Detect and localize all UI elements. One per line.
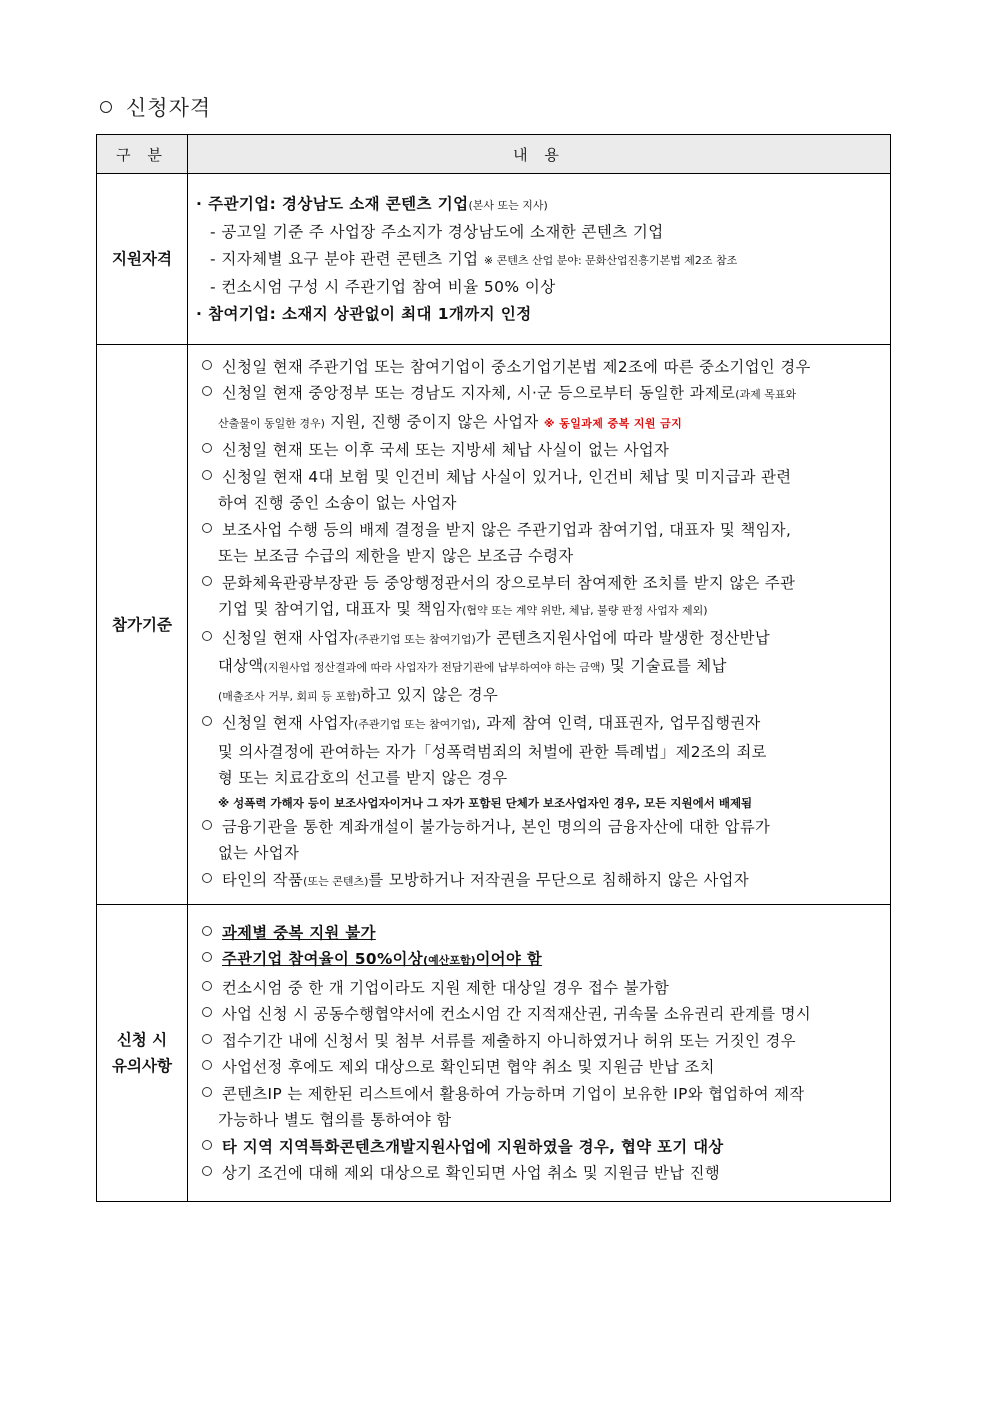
- list-item: [196, 625, 882, 654]
- item-text: 금융기관을 통한 계좌개설이 불가능하거나, 본인 명의의 금융자산에 대한 압류가: [222, 817, 771, 836]
- item-text: 대상액: [218, 657, 264, 676]
- circle-bullet-icon: [202, 443, 212, 453]
- list-item: [196, 246, 882, 275]
- list-item: [196, 867, 882, 896]
- table-header-row: [97, 135, 891, 174]
- circle-bullet-icon: [202, 873, 212, 883]
- list-item: [196, 946, 882, 975]
- circle-bullet-icon: [202, 1034, 212, 1044]
- circle-bullet-icon: [202, 926, 212, 936]
- item-text: [222, 950, 542, 968]
- list-item: [196, 1134, 882, 1161]
- circle-bullet-icon: [202, 952, 212, 962]
- item-text: 타인의 작품: [222, 870, 304, 889]
- item-text: 신청일 현재 중앙정부 또는 경남도 지자체, 시·군 등으로부터 동일한 과제로: [222, 384, 736, 403]
- item-text: , 과제 참여 인력, 대표권자, 업무집행권자: [475, 714, 761, 733]
- row-label-line: 유의사항: [112, 1057, 172, 1075]
- list-item: [196, 1081, 882, 1108]
- list-item: [196, 437, 882, 464]
- row-label-criteria: 참가기준: [97, 345, 188, 905]
- item-note: (본사 또는 지사): [468, 198, 548, 212]
- row-label-eligibility: 지원자격: [97, 174, 188, 345]
- item-text: 신청일 현재 또는 이후 국세 또는 지방세 체납 사실이 없는 사업자: [222, 441, 670, 460]
- list-item: [196, 380, 882, 409]
- list-item: [196, 1001, 882, 1028]
- list-item: [196, 354, 882, 381]
- item-note: (주관기업 또는 참여기업): [353, 718, 476, 732]
- circle-bullet-icon: [202, 631, 212, 641]
- item-text: 사업 신청 시 공동수행협약서에 컨소시엄 간 지적재산권, 귀속물 소유권리 관계를 명시: [222, 1005, 812, 1023]
- header-category: 구 분: [97, 135, 188, 174]
- criteria-content: [188, 345, 891, 905]
- list-item: 및 의사결정에 관여하는 자가「성폭력범죄의 처벌에 관한 특례법」제2조의 죄로: [218, 742, 767, 761]
- item-text: 타 지역 지역특화콘텐츠개발지원사업에 지원하였을 경우, 협약 포기 대상: [222, 1137, 724, 1156]
- list-item: [196, 1054, 882, 1081]
- item-text: 지원, 진행 중이지 않은 사업자: [324, 412, 539, 431]
- item-note: (지원사업 정산결과에 따라 사업자가 전담기관에 납부하여야 하는 금액): [263, 661, 605, 675]
- item-text: 신청일 현재 주관기업 또는 참여기업이 중소기업기본법 제2조에 따른 중소기업인 경우: [222, 357, 811, 376]
- row-label-line: 신청 시: [116, 1031, 168, 1049]
- table-row: [97, 174, 891, 345]
- item-text: 접수기간 내에 신청서 및 첨부 서류를 제출하지 아니하였거나 허위 또는 거짓인 경우: [222, 1031, 796, 1050]
- circle-bullet-icon: [202, 981, 212, 991]
- item-text: 과제별 중복 지원 불가: [222, 923, 376, 942]
- item-text: 신청일 현재 사업자: [222, 714, 354, 733]
- list-item: 또는 보조금 수급의 제한을 받지 않은 보조금 수령자: [218, 547, 574, 566]
- item-text: 참여기업: 소재지 상관없이 최대 1개까지 인정: [208, 304, 532, 323]
- circle-bullet-icon: [202, 716, 212, 726]
- item-text: 를 모방하거나 저작권을 무단으로 침해하지 않은 사업자: [368, 870, 750, 889]
- list-item: [196, 710, 882, 739]
- notes-content: [188, 905, 891, 1202]
- list-item: [196, 1028, 882, 1055]
- item-text: - 지자체별 요구 분야 관련 콘텐츠 기업: [210, 249, 479, 268]
- item-text-part: 주관기업 참여율이 50%이상: [222, 950, 424, 968]
- table-row: [97, 905, 891, 1202]
- item-text: 기업 및 참여기업, 대표자 및 책임자: [218, 600, 463, 619]
- list-item: [196, 682, 882, 711]
- item-text: 가 콘텐츠지원사업에 따라 발생한 정산반납: [475, 628, 771, 647]
- list-item: · 주관기업: 경상남도 소재 콘텐츠 기업(본사 또는 지사): [196, 194, 548, 213]
- circle-bullet-icon: [202, 1060, 212, 1070]
- item-text: 신청일 현재 사업자: [222, 628, 354, 647]
- item-text: 주관기업: 경상남도 소재 콘텐츠 기업: [208, 194, 469, 213]
- list-item: [196, 920, 882, 947]
- eligibility-table: [96, 134, 891, 1202]
- item-text: 상기 조건에 대해 제외 대상으로 확인되면 사업 취소 및 지원금 반납 진행: [222, 1164, 721, 1182]
- circle-bullet-icon: [202, 1007, 212, 1017]
- item-text: 및 기술료를 체납: [604, 657, 727, 676]
- circle-bullet-icon: [202, 1166, 212, 1176]
- circle-bullet-icon: [202, 820, 212, 830]
- list-item: [196, 975, 882, 1002]
- item-note: 산출물이 동일한 경우): [218, 416, 325, 430]
- item-text: 컨소시엄 중 한 개 기업이라도 지원 제한 대상일 경우 접수 불가함: [222, 978, 670, 997]
- circle-bullet-icon: [202, 1087, 212, 1097]
- item-note: (매출조사 거부, 회피 등 포함): [218, 689, 361, 703]
- circle-bullet-icon: [202, 470, 212, 480]
- section-title-text: 신청자격: [126, 96, 212, 120]
- circle-bullet-icon: [202, 1140, 212, 1150]
- item-text: 사업선정 후에도 제외 대상으로 확인되면 협약 취소 및 지원금 반납 조치: [222, 1058, 715, 1076]
- item-text-part: 이어야 함: [475, 950, 543, 968]
- item-text: 콘텐츠IP 는 제한된 리스트에서 활용하여 가능하며 기업이 보유한 IP와 협업하여 제작: [222, 1084, 805, 1103]
- item-text: 보조사업 수행 등의 배제 결정을 받지 않은 주관기업과 참여기업, 대표자 및 책임자,: [222, 520, 792, 539]
- item-note: (예산포함): [423, 954, 476, 967]
- list-item: - 컨소시엄 구성 시 주관기업 참여 비율 50% 이상: [210, 278, 556, 297]
- section-title: [100, 92, 211, 122]
- warning-note: ※ 동일과제 중복 지원 금지: [543, 416, 683, 430]
- row-label-notes: [97, 905, 188, 1202]
- item-note: (협약 또는 계약 위반, 체납, 불량 판정 사업자 제외): [462, 604, 708, 618]
- circle-bullet-icon: [202, 576, 212, 586]
- list-item: 가능하나 별도 협의를 통하여야 함: [218, 1111, 452, 1129]
- list-item: [196, 517, 882, 544]
- list-item: [196, 570, 882, 597]
- list-item: · 참여기업: 소재지 상관없이 최대 1개까지 인정: [196, 304, 532, 323]
- list-item: 없는 사업자: [218, 844, 300, 863]
- table-row: [97, 345, 891, 905]
- list-item: [196, 464, 882, 491]
- item-text: 하고 있지 않은 경우: [360, 685, 499, 704]
- list-item: [196, 596, 882, 625]
- list-item: [196, 814, 882, 841]
- list-item: - 공고일 기준 주 사업장 주소지가 경상남도에 소재한 콘텐츠 기업: [210, 223, 664, 242]
- item-text: 신청일 현재 4대 보험 및 인건비 체납 사실이 있거나, 인건비 체납 및 미지급과 관련: [222, 467, 792, 486]
- exclusion-note: ※ 성폭력 가해자 등이 보조사업자이거나 그 자가 포함된 단체가 보조사업자인 경우, 모든 지원에서 배제됨: [218, 795, 753, 810]
- circle-bullet-icon: [100, 101, 112, 113]
- circle-bullet-icon: [202, 523, 212, 533]
- item-note: (주관기업 또는 참여기업): [353, 632, 476, 646]
- item-text: 문화체육관광부장관 등 중앙행정관서의 장으로부터 참여제한 조치를 받지 않은 주관: [222, 573, 796, 592]
- list-item: [196, 409, 882, 438]
- list-item: [196, 653, 882, 682]
- list-item: [196, 1160, 882, 1187]
- item-note: (과제 목표와: [735, 388, 797, 402]
- header-content: 내 용: [188, 135, 891, 174]
- eligibility-content: [188, 174, 891, 345]
- item-note: ※ 콘텐츠 산업 분야: 문화산업진흥기본법 제2조 참조: [483, 253, 738, 267]
- circle-bullet-icon: [202, 386, 212, 396]
- circle-bullet-icon: [202, 360, 212, 370]
- list-item: 하여 진행 중인 소송이 없는 사업자: [218, 494, 457, 513]
- list-item: 형 또는 치료감호의 선고를 받지 않은 경우: [218, 769, 508, 788]
- item-note: (또는 콘텐츠): [303, 874, 369, 888]
